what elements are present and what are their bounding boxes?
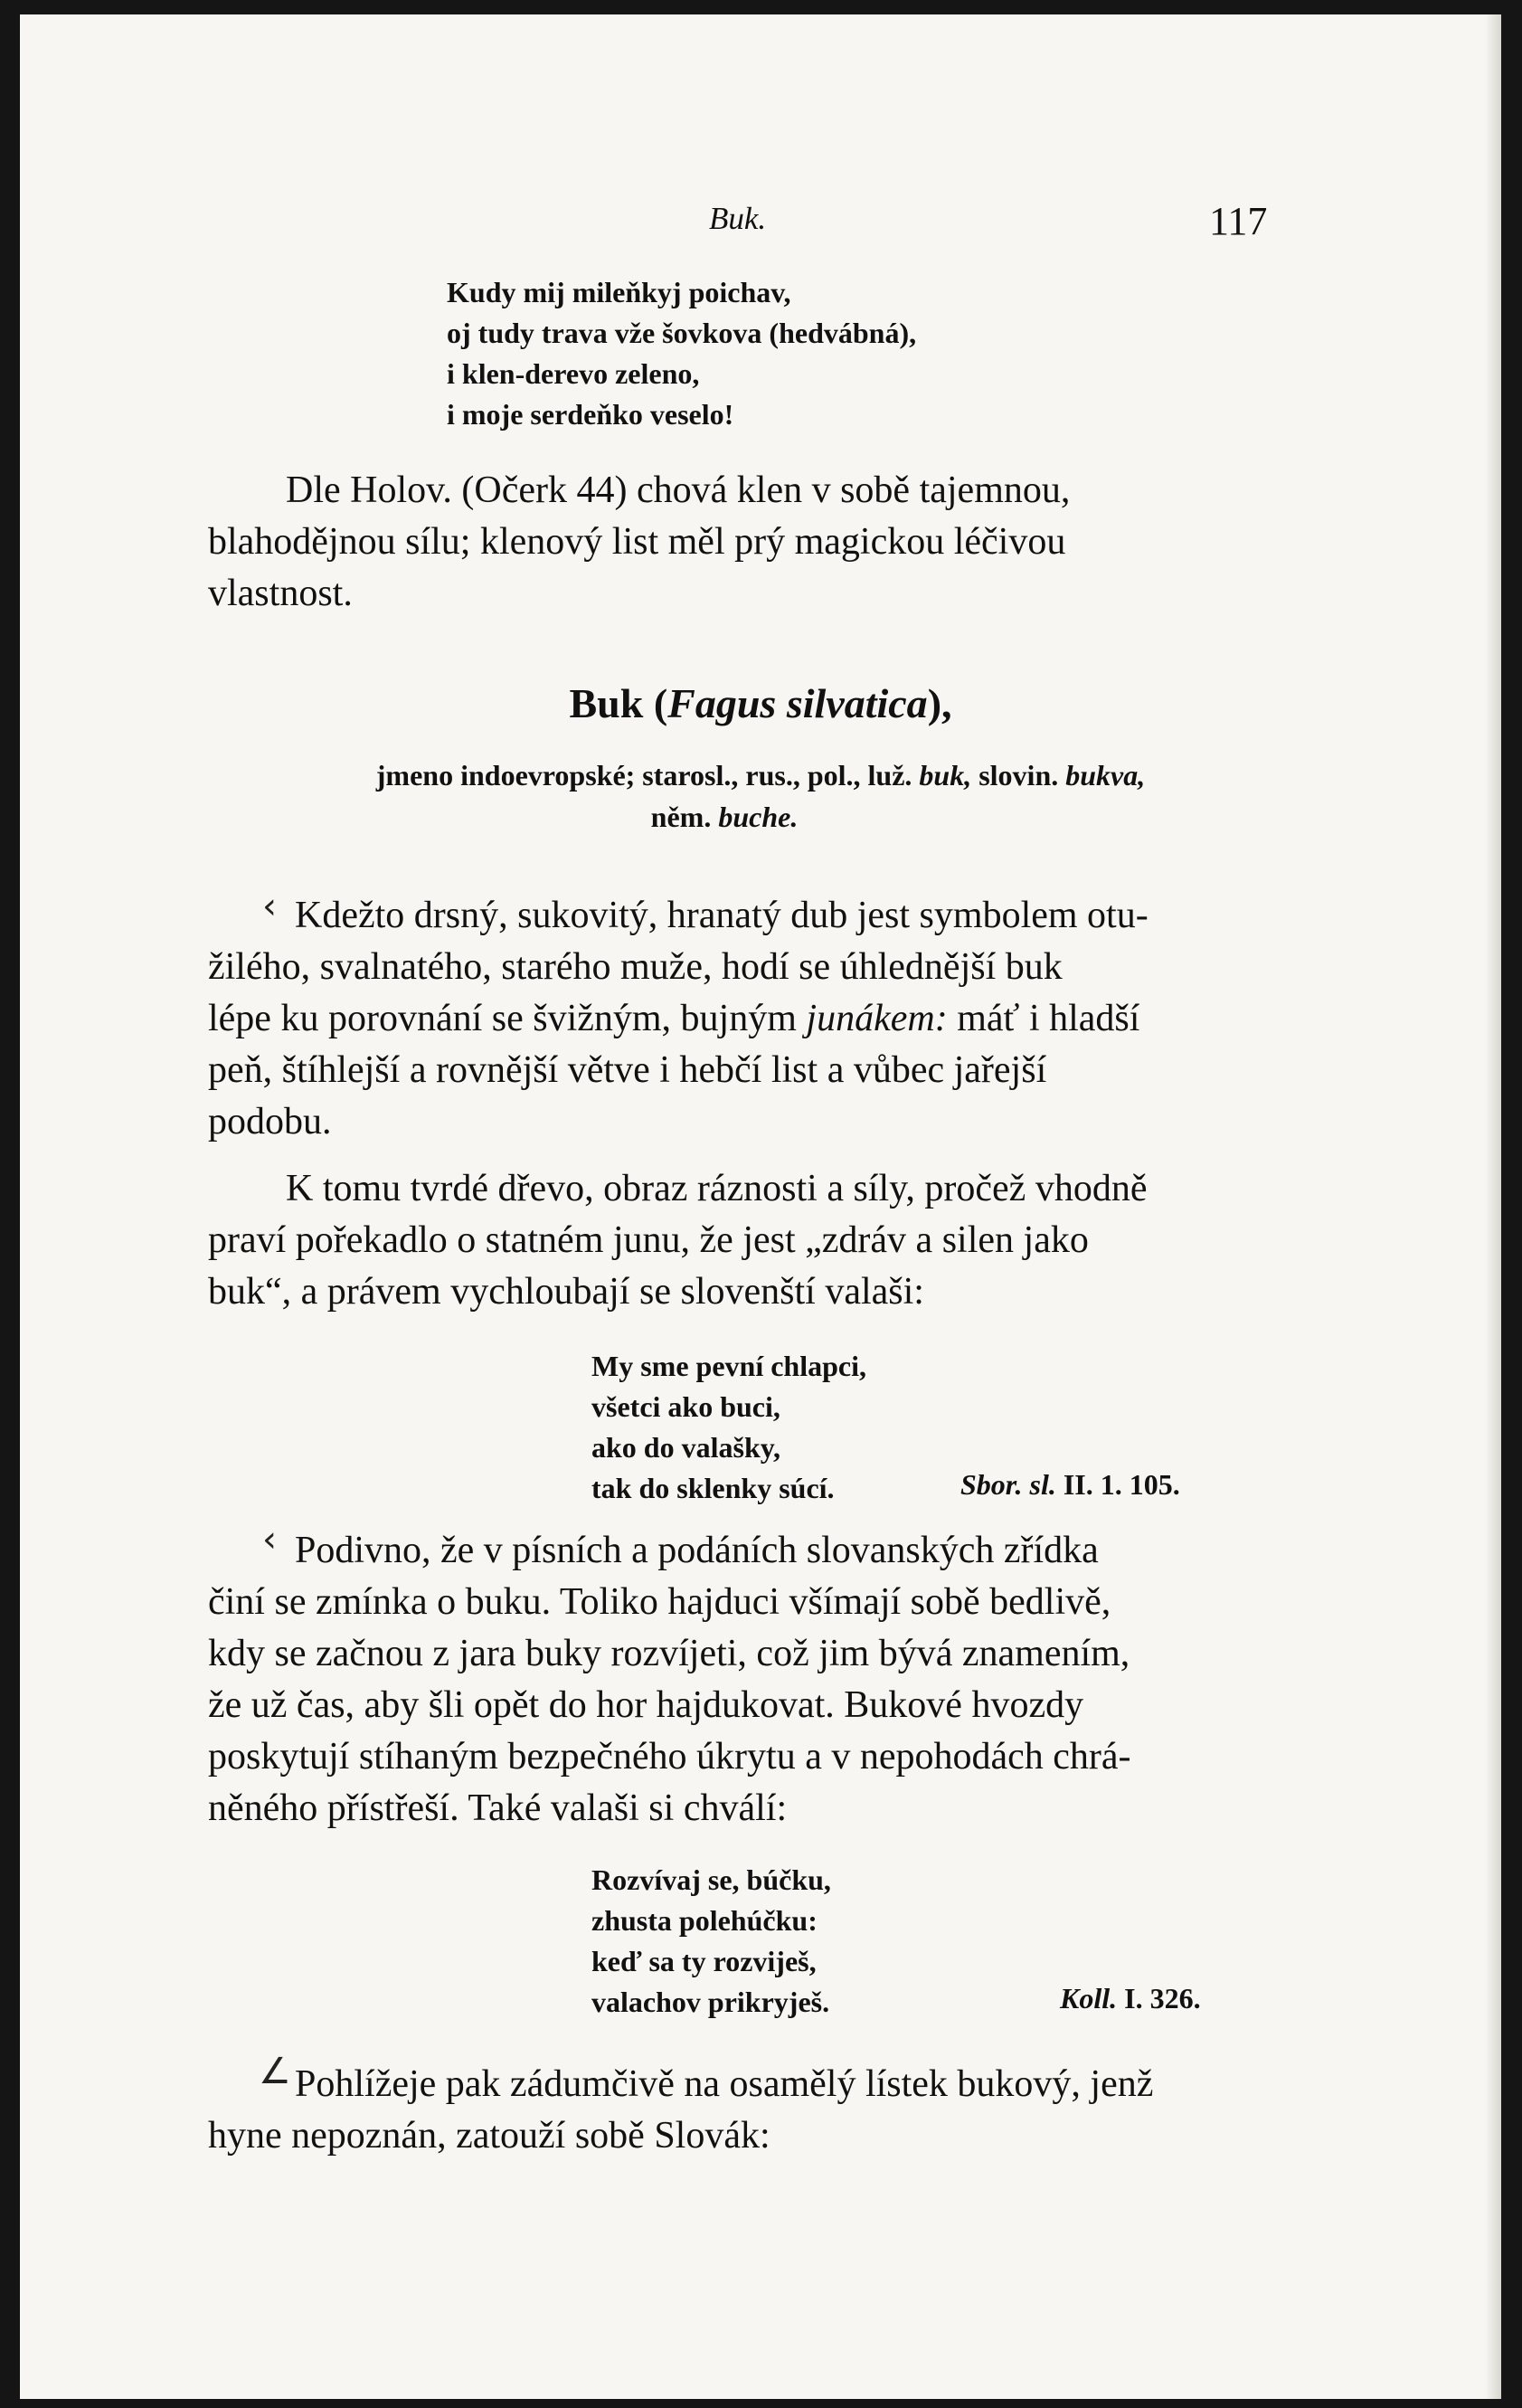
text-line [208, 993, 1139, 1045]
etymology-term: bukva, [1065, 759, 1146, 792]
book-page [20, 14, 1501, 2399]
text-line: podobu. [208, 1101, 332, 1142]
page-number: 117 [1209, 199, 1268, 243]
poem-line: zhusta polehúčku: [591, 1904, 818, 1937]
margin-mark: ∠ [259, 2051, 291, 2092]
section-heading: Buk (Fagus silvatica), [569, 680, 952, 726]
etymology-term: buk, [919, 759, 972, 792]
text-line: Pohlížeje pak zádumčivě na osamělý lístek bukový, jenž [295, 2063, 1154, 2105]
source-title: Sbor. sl. [960, 1468, 1056, 1501]
emphasized-word: junákem: [806, 998, 948, 1039]
heading-latin-name: Fagus silvatica [667, 680, 928, 726]
text-line: blahodějnou sílu; klenový list měl prý magickou léčivou [208, 521, 1066, 563]
poem-line: oj tudy trava vže šovkova (hedvábná), [447, 317, 917, 349]
poem-line: tak do sklenky súcí. [591, 1472, 835, 1504]
poem-line: Rozvívaj se, búčku, [591, 1863, 831, 1896]
margin-mark: ‹ [262, 886, 277, 927]
text-line: činí se zmínka o buku. Toliko hajduci všímají sobě bedlivě, [208, 1581, 1111, 1623]
text-line: buk“, a právem vychloubají se slovenští valaši: [208, 1271, 924, 1313]
text-segment: lépe ku porovnání se švižným, bujným [208, 998, 797, 1039]
poem-line: Kudy mij mileňkyj poichav, [447, 276, 791, 308]
etymology-line-1 [20, 754, 1501, 796]
poem-1 [447, 272, 916, 435]
etymology-text: slovin. [978, 759, 1059, 792]
text-line: praví pořekadlo o statném junu, že jest „zdráv a silen jako [208, 1219, 1089, 1261]
poem-line: ako do valašky, [591, 1431, 780, 1464]
text-segment: máť i hladší [957, 998, 1140, 1039]
etymology-term: buche. [718, 801, 799, 833]
text-line: Kdežto drsný, sukovitý, hranatý dub jest symbolem otu- [295, 895, 1149, 936]
text-line: poskytují stíhaným bezpečného úkrytu a v nepohodách chrá- [208, 1736, 1131, 1778]
poem-line: keď sa ty rozviješ, [591, 1945, 817, 1977]
text-line: kdy se začnou z jara buky rozvíjeti, což jim bývá znamením, [208, 1633, 1130, 1674]
margin-mark: ‹ [262, 1519, 277, 1560]
etymology-text: něm. [650, 801, 712, 833]
poem-line: My sme pevní chlapci, [591, 1350, 866, 1382]
poem-line: i moje serdeňko veselo! [447, 398, 734, 431]
poem-line: valachov prikryješ. [591, 1986, 830, 2018]
text-line: že už čas, aby šli opět do hor hajdukovat. Bukové hvozdy [208, 1684, 1084, 1726]
text-line: Podivno, že v písních a podáních slovanských zřídka [295, 1530, 1099, 1571]
text-line: peň, štíhlejší a rovnější větve i hebčí list a vůbec jařejší [208, 1049, 1047, 1091]
poem-2 [591, 1346, 866, 1509]
source-reference: II. 1. 105. [1063, 1468, 1180, 1501]
poem-3-source [1060, 1982, 1201, 2015]
source-title: Koll. [1060, 1982, 1118, 2015]
poem-line: všetci ako buci, [591, 1390, 780, 1423]
text-line: Dle Holov. (Očerk 44) chová klen v sobě tajemnou, [286, 469, 1071, 511]
etymology-line-2 [20, 796, 1465, 838]
text-line: něného přístřeší. Také valaši si chválí: [208, 1787, 788, 1829]
text-line: vlastnost. [208, 573, 353, 614]
poem-line: i klen-derevo zeleno, [447, 357, 700, 390]
poem-2-source [960, 1468, 1180, 1502]
text-line: žilého, svalnatého, starého muže, hodí se úhlednější buk [208, 946, 1063, 988]
etymology-text: jmeno indoevropské; starosl., rus., pol., luž. [375, 759, 912, 792]
heading-title: Buk [569, 680, 644, 726]
running-header-title: Buk. [709, 201, 767, 236]
poem-3 [591, 1860, 831, 2023]
text-line: K tomu tvrdé dřevo, obraz ráznosti a síly, pročež vhodně [286, 1168, 1148, 1209]
page-edge-shadow [1485, 14, 1501, 2399]
text-line: hyne nepoznán, zatouží sobě Slovák: [208, 2115, 770, 2157]
source-reference: I. 326. [1124, 1982, 1201, 2015]
